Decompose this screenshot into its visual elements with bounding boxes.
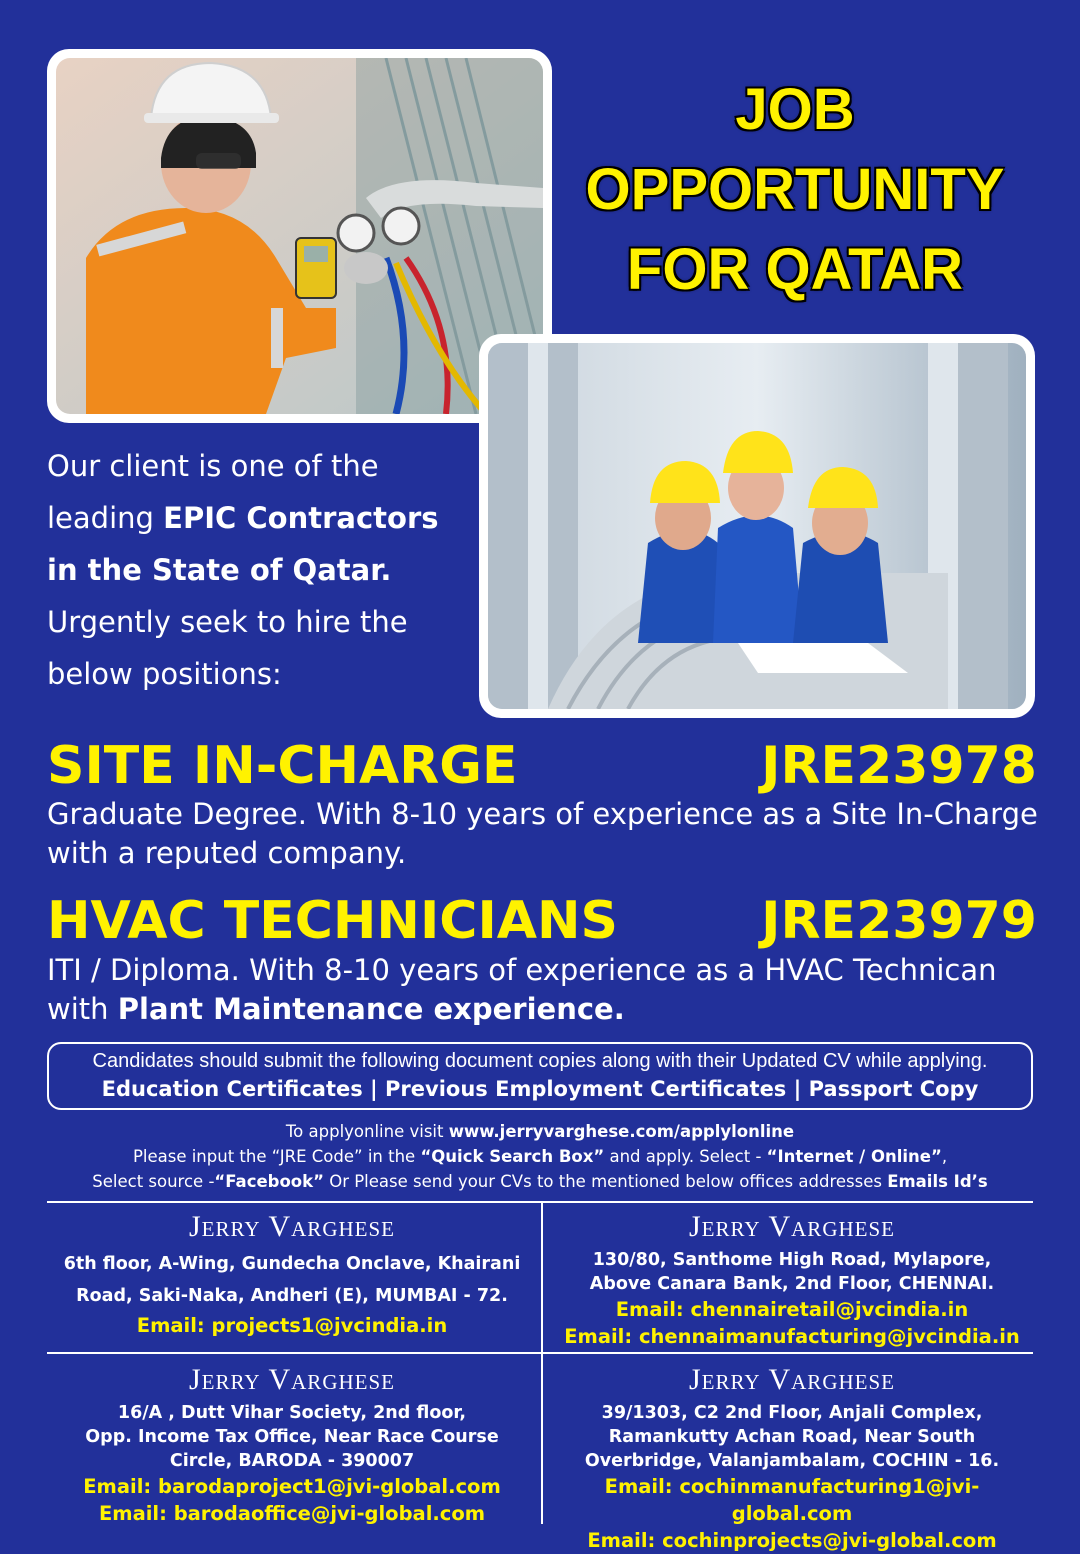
apply-url-link[interactable]: www.jerryvarghese.com/applylonline [448, 1122, 795, 1141]
office-address-line: Road, Saki-Naka, Andheri (E), MUMBAI - 72. [76, 1286, 508, 1306]
job-hvac-technicians-heading [47, 893, 1037, 949]
apply-line-1 [30, 1119, 1050, 1144]
job-desc-plain: Graduate Degree. With 8-10 years of experience as a Site In-Charge with a reputed company. [47, 797, 1038, 870]
intro-line-2-bold: EPIC Contractors [163, 501, 439, 535]
office-address-line: Opp. Income Tax Office, Near Race Course [85, 1427, 499, 1447]
office-email-link[interactable]: Email: barodaoffice@jvi-global.com [98, 1502, 486, 1525]
office-address-line: Circle, BARODA - 390007 [169, 1451, 415, 1471]
apply-line-2-d: “Internet / Online” [766, 1147, 942, 1166]
office-email-link[interactable]: Email: barodaproject1@jvi-global.com [83, 1475, 501, 1498]
documents-list: Education Certificates | Previous Employment Certificates | Passport Copy [101, 1077, 979, 1101]
apply-line-1-text: To applyonline visit [285, 1122, 449, 1141]
office-email-link[interactable]: Email: cochinmanufacturing1@jvi-global.com [604, 1475, 980, 1525]
apply-line-3-a: Select source - [92, 1172, 215, 1191]
divider-middle [47, 1352, 1033, 1354]
office-chennai [545, 1210, 1039, 1350]
office-mumbai [45, 1210, 539, 1339]
intro-line-3 [47, 544, 477, 596]
office-email-link[interactable]: Email: projects1@jvcindia.in [136, 1314, 448, 1337]
job-desc-bold: Plant Maintenance experience. [117, 992, 625, 1026]
office-address-line: Overbridge, Valanjambalam, COCHIN - 16. [584, 1451, 1000, 1471]
office-address-line: 39/1303, C2 2nd Floor, Anjali Complex, [601, 1403, 983, 1423]
engineers-illustration [488, 343, 1026, 709]
headline-line-3: FOR QATAR [626, 237, 964, 302]
intro-line-4: Urgently seek to hire the [47, 605, 408, 639]
job-desc-plain: ITI / Diploma. With 8-10 years of experience as a HVAC Technican with [47, 953, 997, 1026]
apply-line-2 [30, 1144, 1050, 1169]
intro-line-1: Our client is one of the [47, 449, 379, 483]
required-documents-box [47, 1042, 1033, 1110]
apply-line-2-c: and apply. Select - [604, 1147, 767, 1166]
job-code: JRE23978 [761, 736, 1037, 796]
office-address-line: 16/A , Dutt Vihar Society, 2nd floor, [117, 1403, 467, 1423]
office-baroda [45, 1363, 539, 1527]
intro-line-2-plain: leading [47, 501, 164, 535]
apply-line-3-b: “Facebook” [214, 1172, 324, 1191]
job-title: HVAC TECHNICIANS [47, 891, 619, 951]
office-email-link[interactable]: Email: chennaimanufacturing@jvcindia.in [564, 1325, 1020, 1348]
apply-line-3-c: Or Please send your CVs to the mentioned below offices addresses [323, 1172, 888, 1191]
office-address-line: Above Canara Bank, 2nd Floor, CHENNAI. [589, 1274, 995, 1294]
apply-line-2-b: “Quick Search Box” [420, 1147, 605, 1166]
headline-line-2: OPPORTUNITY [585, 157, 1005, 222]
office-email-link[interactable]: Email: cochinprojects@jvi-global.com [587, 1529, 997, 1552]
job-title: SITE IN-CHARGE [47, 736, 518, 796]
intro-line-3-bold: in the State of Qatar. [47, 553, 392, 587]
divider-top [47, 1201, 1033, 1203]
job-hvac-technicians-description [47, 951, 1042, 1029]
apply-line-2-e: , [941, 1147, 948, 1166]
hvac-technician-illustration [56, 58, 543, 414]
office-cochin [545, 1363, 1039, 1554]
office-brand: Jerry Varghese [689, 1210, 895, 1243]
job-site-incharge-heading [47, 738, 1037, 794]
intro-line-5: below positions: [47, 657, 282, 691]
divider-vertical [541, 1201, 543, 1524]
office-email-link[interactable]: Email: chennairetail@jvcindia.in [615, 1298, 969, 1321]
office-brand: Jerry Varghese [189, 1363, 395, 1396]
job-site-incharge-description [47, 795, 1042, 873]
headline-line-1: JOB [735, 77, 855, 142]
office-address-line: 6th floor, A-Wing, Gundecha Onclave, Khairani [63, 1254, 521, 1274]
apply-line-3-d: Emails Id’s [887, 1172, 988, 1191]
engineers-photo [479, 334, 1035, 718]
hvac-technician-photo [47, 49, 552, 423]
apply-instructions [30, 1119, 1050, 1194]
office-address-line: 130/80, Santhome High Road, Mylapore, [592, 1250, 992, 1270]
apply-line-2-a: Please input the “JRE Code” in the [132, 1147, 421, 1166]
office-brand: Jerry Varghese [189, 1210, 395, 1243]
job-opportunity-headline [560, 70, 1030, 310]
office-brand: Jerry Varghese [689, 1363, 895, 1396]
intro-text [47, 440, 477, 700]
documents-intro: Candidates should submit the following document copies along with their Updated CV while applying. [92, 1050, 988, 1072]
apply-line-3 [30, 1169, 1050, 1194]
intro-line-2 [47, 492, 477, 544]
job-code: JRE23979 [761, 891, 1037, 951]
office-address-line: Ramankutty Achan Road, Near South [608, 1427, 976, 1447]
